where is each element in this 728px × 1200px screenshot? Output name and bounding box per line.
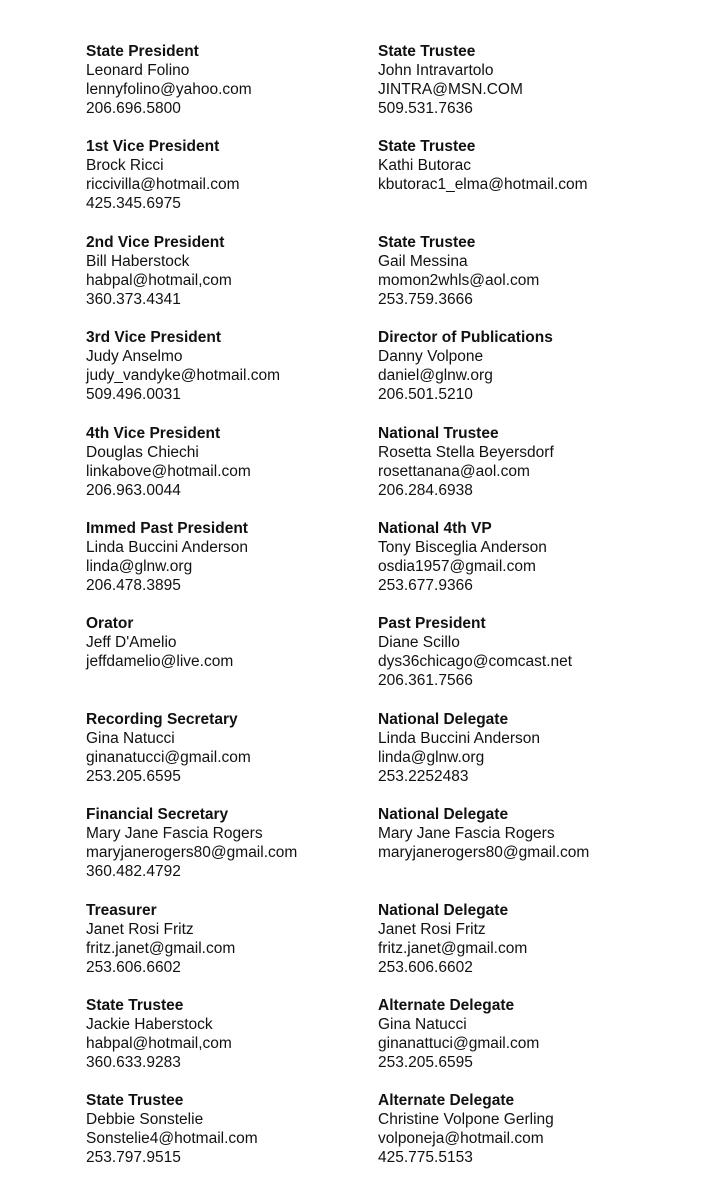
officer-entry [86,519,396,595]
officer-phone: 425.775.5153 [378,1149,473,1167]
officer-entry [86,42,396,118]
officer-name: Debbie Sonstelie [86,1111,204,1129]
officer-entry [378,805,688,881]
officer-phone: 253.205.6595 [86,767,181,785]
officer-role: State Trustee [86,1092,184,1110]
officer-role: Alternate Delegate [378,996,515,1014]
officer-email: JINTRA@MSN.COM [378,81,523,98]
officer-email: volponeja@hotmail.com [378,1130,544,1148]
officer-email: kbutorac1_elma@hotmail.com [378,176,588,194]
officer-name: Gail Messina [378,252,468,270]
officer-phone: 206.284.6938 [378,481,473,499]
officer-role: State Trustee [86,996,184,1014]
officer-name: Mary Jane Fascia Rogers [378,825,555,843]
officer-role: Director of Publications [378,329,553,347]
officer-email: linda@glnw.org [86,557,193,575]
officer-entry [378,42,688,118]
officer-name: Mary Jane Fascia Rogers [86,825,263,843]
officer-phone: 253.677.9366 [378,576,473,594]
officer-email: linkabove@hotmail.com [86,462,251,480]
officer-entry [86,710,396,786]
officer-name: Gina Natucci [378,1015,467,1033]
officer-entry [378,614,688,690]
officer-entry [378,519,688,595]
officer-email: lennyfolino@yahoo.com [86,81,252,98]
officer-role: Orator [86,615,134,633]
officer-entry [86,233,396,309]
officer-name: Brock Ricci [86,157,164,175]
officer-name: Bill Haberstock [86,252,190,270]
officer-name: Rosetta Stella Beyersdorf [378,443,554,461]
officer-name: Judy Anselmo [86,348,183,366]
officer-name: Janet Rosi Fritz [378,920,486,938]
officer-email: riccivilla@hotmail.com [86,176,240,194]
officer-role: 1st Vice President [86,138,220,156]
officer-name: John Intravartolo [378,62,494,79]
officer-phone: 253.797.9515 [86,1149,181,1167]
officer-phone: 206.361.7566 [378,672,473,690]
right-column [378,42,688,1187]
officer-entry [86,328,396,404]
officer-phone: 509.496.0031 [86,386,181,404]
officer-entry [378,710,688,786]
officer-name: Diane Scillo [378,634,460,652]
officer-phone: 360.633.9283 [86,1053,181,1071]
officer-entry [378,424,688,500]
officer-phone: 253.205.6595 [378,1053,473,1071]
officer-phone: 509.531.7636 [378,100,473,117]
officer-role: National Trustee [378,424,499,442]
officer-name: Jeff D'Amelio [86,634,177,652]
officer-email: jeffdamelio@live.com [86,653,234,671]
officer-role: Financial Secretary [86,806,229,824]
officer-email: judy_vandyke@hotmail.com [86,367,281,385]
officer-entry [378,1091,688,1167]
officer-email: daniel@glnw.org [378,367,493,385]
officer-role: National Delegate [378,901,509,919]
officer-phone: 253.606.6602 [378,958,473,976]
officer-phone: 253.759.3666 [378,290,473,308]
officer-name: Kathi Butorac [378,157,472,175]
officer-phone: 206.696.5800 [86,100,181,117]
officer-phone: 253.2252483 [378,767,469,785]
officer-email: momon2whls@aol.com [378,271,540,289]
officer-role: Treasurer [86,901,157,919]
officer-email: fritz.janet@gmail.com [86,939,236,957]
officer-email: ginanatucci@gmail.com [86,748,251,766]
officer-entry [86,614,396,690]
officer-phone: 360.482.4792 [86,863,181,881]
officer-entry [378,996,688,1072]
officer-email: ginanattuci@gmail.com [378,1034,540,1052]
officer-role: Alternate Delegate [378,1092,515,1110]
officer-name: Tony Bisceglia Anderson [378,538,547,556]
officer-role: State Trustee [378,43,476,60]
officer-name: Linda Buccini Anderson [378,729,541,747]
officer-email: osdia1957@gmail.com [378,557,536,575]
officer-name: Jackie Haberstock [86,1015,213,1033]
officer-entry [378,137,688,213]
officer-entry [378,901,688,977]
officer-role: Immed Past President [86,519,248,537]
officer-email: maryjanerogers80@gmail.com [378,844,590,862]
officer-entry [86,901,396,977]
officer-phone: 206.478.3895 [86,576,181,594]
officer-role: National Delegate [378,710,509,728]
officer-role: National Delegate [378,806,509,824]
officer-email: linda@glnw.org [378,748,485,766]
officer-role: 3rd Vice President [86,329,221,347]
officer-name: Linda Buccini Anderson [86,538,249,556]
officer-role: State President [86,43,199,60]
officer-entry [86,805,396,881]
officer-email: habpal@hotmail,com [86,271,232,289]
officer-entry [86,996,396,1072]
officer-email: Sonstelie4@hotmail.com [86,1130,258,1148]
officer-name: Danny Volpone [378,348,484,366]
officer-role: 2nd Vice President [86,233,225,251]
left-column [86,42,396,1187]
officer-name: Gina Natucci [86,729,175,747]
officer-role: 4th Vice President [86,424,221,442]
officer-name: Douglas Chiechi [86,443,199,461]
officer-phone: 425.345.6975 [86,195,181,213]
officer-entry [86,1091,396,1167]
officer-role: State Trustee [378,138,476,156]
officer-name: Christine Volpone Gerling [378,1111,554,1129]
officer-phone: 253.606.6602 [86,958,181,976]
officer-name: Janet Rosi Fritz [86,920,194,938]
officer-email: maryjanerogers80@gmail.com [86,844,298,862]
officer-phone: 206.501.5210 [378,386,473,404]
officer-email: fritz.janet@gmail.com [378,939,528,957]
officer-entry [86,137,396,213]
officer-role: Recording Secretary [86,710,238,728]
officer-email: dys36chicago@comcast.net [378,653,573,671]
officer-role: National 4th VP [378,519,492,537]
officer-phone: 360.373.4341 [86,290,181,308]
officer-entry [378,328,688,404]
officer-entry [378,233,688,309]
officer-email: habpal@hotmail,com [86,1034,232,1052]
officer-role: State Trustee [378,233,476,251]
officer-role: Past President [378,615,486,633]
officer-email: rosettanana@aol.com [378,462,530,480]
officer-name: Leonard Folino [86,62,190,79]
officer-entry [86,424,396,500]
officer-phone: 206.963.0044 [86,481,181,499]
